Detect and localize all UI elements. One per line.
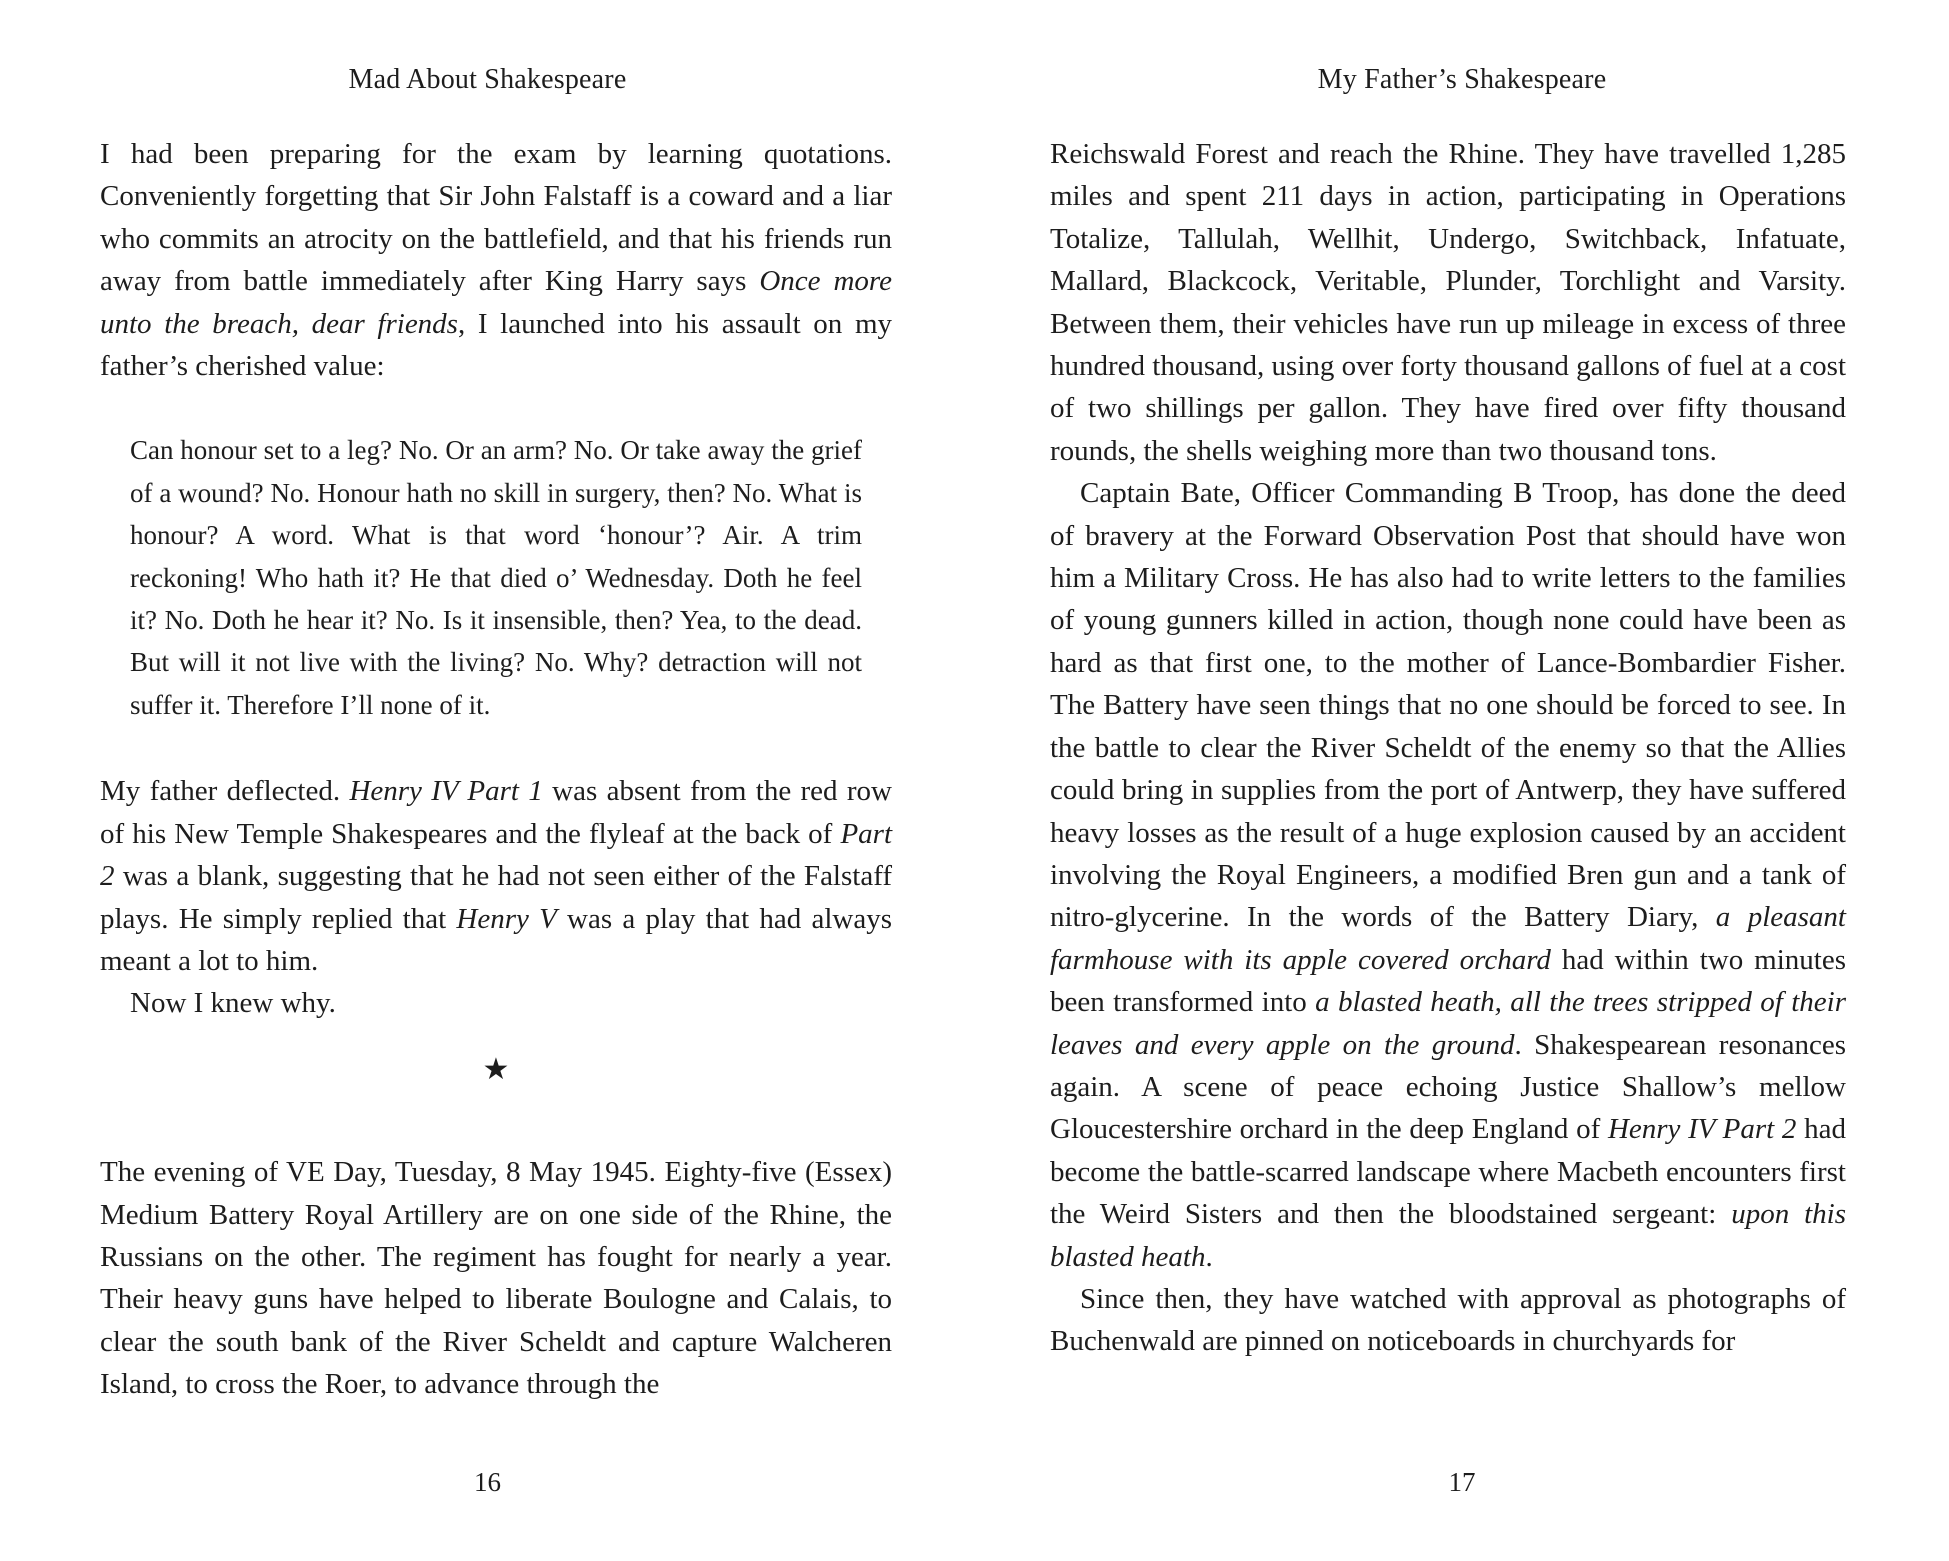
paragraph: Since then, they have watched with approval as photographs of Buchenwald are pinned on noticeboards in churchyards for: [1050, 1282, 1846, 1358]
page-number-left: 16: [474, 1467, 501, 1497]
italic-text: Once more unto the breach, dear friends: [100, 265, 892, 340]
right-page: [975, 0, 1949, 1561]
text-run: .: [1205, 1240, 1213, 1273]
page-number-right: 17: [1448, 1467, 1476, 1497]
italic-text: Henry IV Part 2: [1607, 1113, 1797, 1146]
right-text-column: [1050, 133, 1846, 1363]
italic-text: upon this blasted heath: [1050, 1198, 1846, 1273]
italic-text: Henry V: [456, 902, 557, 935]
running-head-left: Mad About Shakespeare: [348, 64, 627, 95]
text-run: was a blank, suggesting that he had not seen either of the Falstaff plays. He simply replied that: [100, 860, 892, 935]
text-run: was a play that had always meant a lot to him.: [100, 902, 892, 977]
italic-text: Part 2: [100, 817, 892, 893]
italic-text: a pleasant farmhouse with its apple covered orchard: [1050, 901, 1846, 976]
text-run: I had been preparing for the exam by learning quotations. Conveniently forgetting that Sir John Falstaff is a coward and a liar who commits an atrocity on the battlefield, and that his friends run away from battle immediately after King Harry says: [100, 138, 892, 298]
text-run: had within two minutes been transformed into: [1050, 943, 1846, 1019]
block-quote: Can honour set to a leg? No. Or an arm? No. Or take away the grief of a wound? No. Honour hath no skill in surgery, then? No. What is honour? A word. What is that word ‘honour’? Air. A trim reckoning! Who hath it? He that died o’ Wednesday. Doth he feel it? No. Doth he hear it? No. Is it insensible, then? Yea, to the dead. But will it not live with the living? No. Why? detraction will not suffer it. Therefore I’ll none of it.: [130, 435, 862, 720]
text-run: had become the battle-scarred landscape where Macbeth encounters first the Weird Sisters and then the bloodstained sergeant:: [1050, 1113, 1846, 1231]
paragraph: [1050, 472, 1846, 1278]
running-head-right: My Father’s Shakespeare: [1317, 64, 1607, 95]
paragraph: Reichswald Forest and reach the Rhine. They have travelled 1,285 miles and spent 211 days in action, participating in Operations Totalize, Tallulah, Wellhit, Undergo, Switchback, Infatuate, Mallard, Blackcock, Veritable, Plunder, Torchlight and Varsity. Between them, their vehicles have run up mileage in excess of three hundred thousand, using over forty thousand gallons of fuel at a cost of two shillings per gallon. They have fired over fifty thousand rounds, the shells weighing more than two thousand tons.: [1050, 138, 1846, 467]
paragraph: [100, 770, 892, 982]
section-break-star: ★: [482, 1052, 510, 1086]
text-run: . Shakespearean resonances again. A scene of peace echoing Justice Shallow’s mellow Gloucestershire orchard in the deep England of: [1050, 1028, 1846, 1146]
text-run: Captain Bate, Officer Commanding B Troop, has done the deed of bravery at the Forward Observation Post that should have won him a Military Cross. He has also had to write letters to the families of young gunners killed in action, though none could have been as hard as that first one, to the mother of Lance-Bombardier Fisher. The Battery have seen things that no one should be forced to see. In the battle to clear the River Scheldt of the enemy so that the Allies could bring in supplies from the port of Antwerp, they have suffered heavy losses as the result of a huge explosion caused by an accident involving the Royal Engineers, a modified Bren gun and a tank of nitro-glycerine. In the words of the Battery Diary,: [1050, 477, 1846, 934]
italic-text: a blasted heath, all the trees stripped of their leaves and every apple on the ground: [1050, 986, 1846, 1061]
text-run: My father deflected.: [100, 775, 350, 808]
paragraph: Now I knew why.: [130, 987, 336, 1020]
italic-text: Henry IV Part 1: [349, 775, 543, 808]
paragraph: [100, 133, 892, 387]
text-run: , I launched into his assault on my father’s cherished value:: [100, 307, 893, 383]
left-text-column: [100, 133, 892, 1406]
text-run: was absent from the red row of his New Temple Shakespeares and the flyleaf at the back of: [100, 775, 892, 850]
paragraph: The evening of VE Day, Tuesday, 8 May 1945. Eighty-five (Essex) Medium Battery Royal Artillery are on one side of the Rhine, the Russians on the other. The regiment has fought for nearly a year. Their heavy guns have helped to liberate Boulogne and Calais, to clear the south bank of the River Scheldt and capture Walcheren Island, to cross the Roer, to advance through the: [100, 1156, 892, 1401]
